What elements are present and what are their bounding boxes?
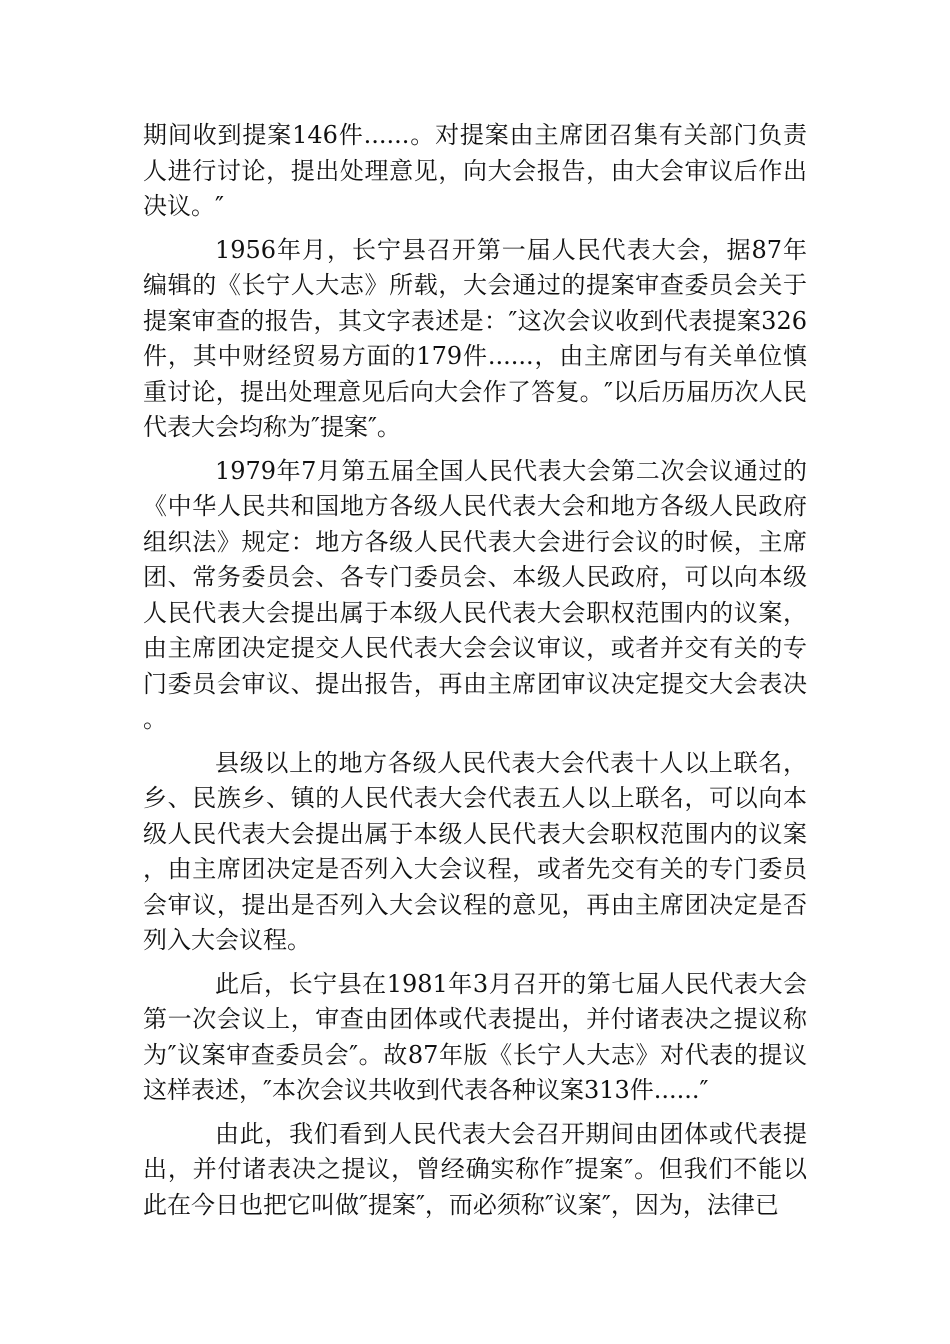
paragraph-4: 县级以上的地方各级人民代表大会代表十人以上联名，乡、民族乡、镇的人民代表大会代表五人以上联名，可以向本级人民代表大会提出属于本级人民代表大会职权范围内的议案，由主席团决定是否列入大会议程，或者先交有关的专门委员会审议，提出是否列入大会议程的意见，再由主席团决定是否列入大会议程。 — [143, 748, 807, 954]
paragraph-5: 此后，长宁县在1981年3月召开的第七届人民代表大会第一次会议上，审查由团体或代表提出，并付诸表决之提议称为″议案审查委员会″。故87年版《长宁人大志》对代表的提议这样表述，″本次会议共收到代表各种议案313件......″ — [143, 969, 807, 1104]
paragraph-6: 由此，我们看到人民代表大会召开期间由团体或代表提出，并付诸表决之提议，曾经确实称作″提案″。但我们不能以此在今日也把它叫做″提案″，而必须称″议案″，因为，法律已 — [143, 1119, 807, 1219]
paragraph-1: 期间收到提案146件......。对提案由主席团召集有关部门负责人进行讨论，提出处理意见，向大会报告，由大会审议后作出决议。″ — [143, 121, 807, 220]
document-body — [143, 118, 807, 1231]
paragraph-3: 1979年7月第五届全国人民代表大会第二次会议通过的《中华人民共和国地方各级人民代表大会和地方各级人民政府组织法》规定：地方各级人民代表大会进行会议的时候，主席团、常务委员会、各专门委员会、本级人民政府，可以向本级人民代表大会提出属于本级人民代表大会职权范围内的议案，由主席团决定提交人民代表大会会议审议，或者并交有关的专门委员会审议、提出报告，再由主席团审议决定提交大会表决。 — [143, 456, 807, 733]
paragraph-2: 1956年月，长宁县召开第一届人民代表大会，据87年编辑的《长宁人大志》所载，大会通过的提案审查委员会关于提案审查的报告，其文字表述是：″这次会议收到代表提案326件，其中财经贸易方面的179件......，由主席团与有关单位慎重讨论，提出处理意见后向大会作了答复。″以后历届历次人民代表大会均称为″提案″。 — [143, 235, 807, 441]
